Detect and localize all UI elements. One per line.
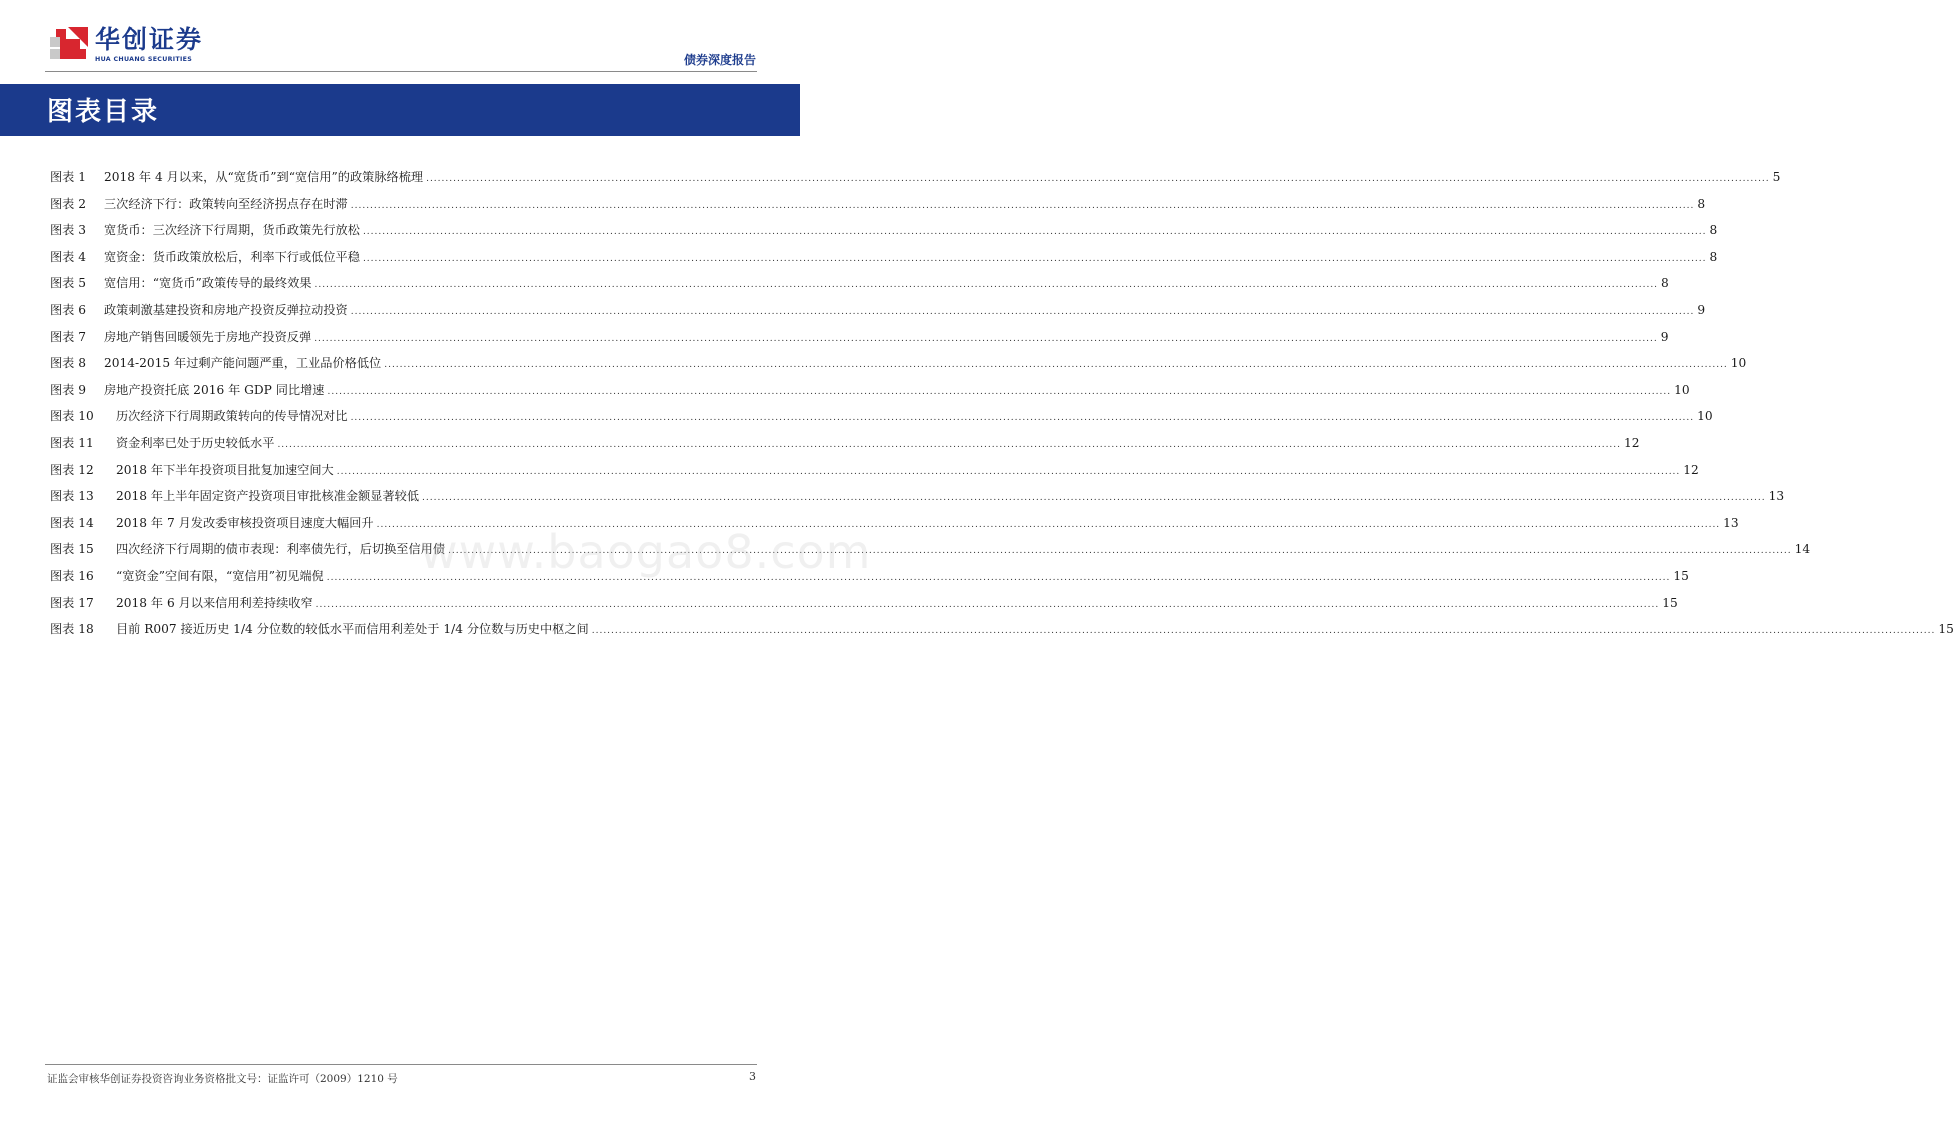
watermark: www.baogao8.com: [420, 525, 872, 579]
toc-entry-label: 图表 15: [50, 542, 94, 557]
toc-entry-title: 房地产销售回暖领先于房地产投资反弹: [104, 329, 312, 344]
page-header: [0, 0, 800, 84]
toc-entry-page: 14: [1794, 542, 1811, 557]
toc-entry-label: 图表 12: [50, 462, 94, 477]
page-number: 3: [749, 1070, 756, 1083]
toc-entry-label: 图表 18: [50, 622, 94, 637]
toc-entry-page: 15: [1673, 568, 1689, 583]
toc-entry[interactable]: [50, 618, 1954, 645]
toc-entry-page: 13: [1768, 489, 1785, 504]
toc-entry-title: 2018 年 4 月以来，从“宽货币”到“宽信用”的政策脉络梳理: [104, 170, 424, 184]
toc-entry[interactable]: [50, 379, 1690, 406]
toc-entry-page: 8: [1661, 276, 1669, 291]
toc-entry-title: 三次经济下行：政策转向至经济拐点存在时滞: [104, 196, 348, 211]
section-title: 图表目录: [47, 97, 160, 127]
report-type: 债券深度报告: [683, 53, 756, 67]
toc-entry-page: 5: [1772, 170, 1781, 184]
toc-entry-page: 8: [1697, 196, 1706, 211]
toc-entry-title: 宽信用：“宽货币”政策传导的最终效果: [104, 276, 312, 291]
toc-entry[interactable]: [50, 246, 1718, 273]
toc-leader-dots: [316, 594, 1660, 616]
toc-entry[interactable]: [50, 326, 1669, 353]
toc-entry-label: 图表 1: [50, 170, 87, 184]
toc-entry-label: 图表 10: [50, 409, 94, 424]
toc-leader-dots: [351, 195, 1695, 217]
toc-entry-title: 历次经济下行周期政策转向的传导情况对比: [116, 409, 348, 424]
toc-entry-label: 图表 5: [50, 276, 87, 291]
toc-entry[interactable]: [50, 299, 1706, 326]
toc-entry-title: 宽资金：货币政策放松后，利率下行或低位平稳: [104, 249, 360, 264]
toc-entry-page: 9: [1660, 329, 1669, 344]
toc-entry[interactable]: [50, 166, 1781, 193]
toc-entry-label: 图表 16: [50, 568, 94, 583]
toc-entry-title: 四次经济下行周期的债市表现：利率债先行，后切换至信用债: [116, 542, 446, 557]
toc-leader-dots: [426, 168, 1770, 190]
toc-leader-dots: [337, 461, 1681, 483]
toc-entry-page: 10: [1730, 356, 1747, 371]
toc-leader-dots: [363, 221, 1707, 243]
brand-name-en: HUA CHUANG SECURITIES: [95, 56, 193, 63]
toc-entry-label: 图表 2: [50, 196, 87, 211]
toc-leader-dots: [314, 328, 1658, 350]
toc-leader-dots: [277, 434, 1621, 456]
toc-entry-title: 宽货币：三次经济下行周期，货币政策先行放松: [104, 223, 360, 238]
toc-entry-label: 图表 14: [50, 515, 94, 530]
toc-entry-title: 房地产投资托底 2016 年 GDP 同比增速: [104, 382, 325, 397]
toc-entry[interactable]: [50, 459, 1699, 486]
toc-entry[interactable]: [50, 432, 1640, 459]
toc-leader-dots: [363, 248, 1707, 270]
toc-leader-dots: [422, 487, 1766, 509]
toc-entry-label: 图表 7: [50, 329, 87, 344]
toc-leader-dots: [351, 407, 1695, 429]
toc-entry[interactable]: [50, 485, 1785, 512]
toc-entry-title: 2018 年 7 月发改委审核投资项目速度大幅回升: [116, 515, 374, 530]
toc-leader-dots: [351, 301, 1695, 323]
toc-entry-page: 15: [1662, 595, 1678, 610]
footer-license: 证监会审核华创证券投资咨询业务资格批文号：证监许可（2009）1210 号: [47, 1073, 398, 1085]
toc-entry-page: 8: [1709, 249, 1718, 264]
brand-name: 华创证券: [95, 25, 204, 54]
toc-entry-label: 图表 3: [50, 223, 87, 238]
toc-entry-page: 8: [1709, 223, 1718, 238]
toc-entry-title: 2018 年下半年投资项目批复加速空间大: [116, 462, 334, 477]
toc-leader-dots: [314, 274, 1658, 296]
toc-entry-page: 9: [1697, 302, 1706, 317]
header-divider: [45, 71, 757, 72]
toc-entry-title: “宽资金”空间有限，“宽信用”初见端倪: [116, 568, 324, 583]
toc-entry-title: 2018 年上半年固定资产投资项目审批核准金额显著较低: [116, 489, 420, 504]
toc-entry-page: 10: [1697, 409, 1713, 424]
toc-entry-title: 目前 R007 接近历史 1/4 分位数的较低水平而信用利差处于 1/4 分位数与历史中枢之间: [116, 622, 589, 637]
toc-leader-dots: [592, 620, 1936, 642]
toc-entry[interactable]: [50, 592, 1678, 619]
toc-entry-page: 10: [1674, 382, 1690, 397]
toc-entry-label: 图表 13: [50, 489, 94, 504]
toc-entry[interactable]: [50, 219, 1718, 246]
toc-entry-title: 政策刺激基建投资和房地产投资反弹拉动投资: [104, 302, 348, 317]
toc-entry-page: 15: [1938, 622, 1954, 637]
footer-divider: [45, 1064, 757, 1065]
toc-leader-dots: [327, 381, 1671, 403]
toc-entry[interactable]: [50, 405, 1713, 432]
toc-entry[interactable]: [50, 193, 1706, 220]
toc-entry-title: 2018 年 6 月以来信用利差持续收窄: [116, 595, 313, 610]
toc-entry[interactable]: [50, 352, 1747, 379]
toc-entry-title: 资金利率已处于历史较低水平: [116, 435, 275, 450]
toc-entry-label: 图表 17: [50, 595, 94, 610]
toc-entry-label: 图表 9: [50, 382, 87, 397]
toc-entry-label: 图表 11: [50, 435, 94, 450]
toc-leader-dots: [384, 354, 1728, 376]
toc-entry-page: 13: [1723, 515, 1739, 530]
toc-entry-page: 12: [1624, 435, 1640, 450]
toc-entry[interactable]: [50, 272, 1669, 299]
toc-entry-page: 12: [1683, 462, 1699, 477]
toc-entry-title: 2014-2015 年过剩产能问题严重，工业品价格低位: [104, 356, 382, 371]
toc-entry-label: 图表 6: [50, 302, 87, 317]
toc-entry-label: 图表 8: [50, 356, 87, 371]
huachuang-logo-icon: [48, 27, 88, 65]
toc-entry-label: 图表 4: [50, 249, 87, 264]
